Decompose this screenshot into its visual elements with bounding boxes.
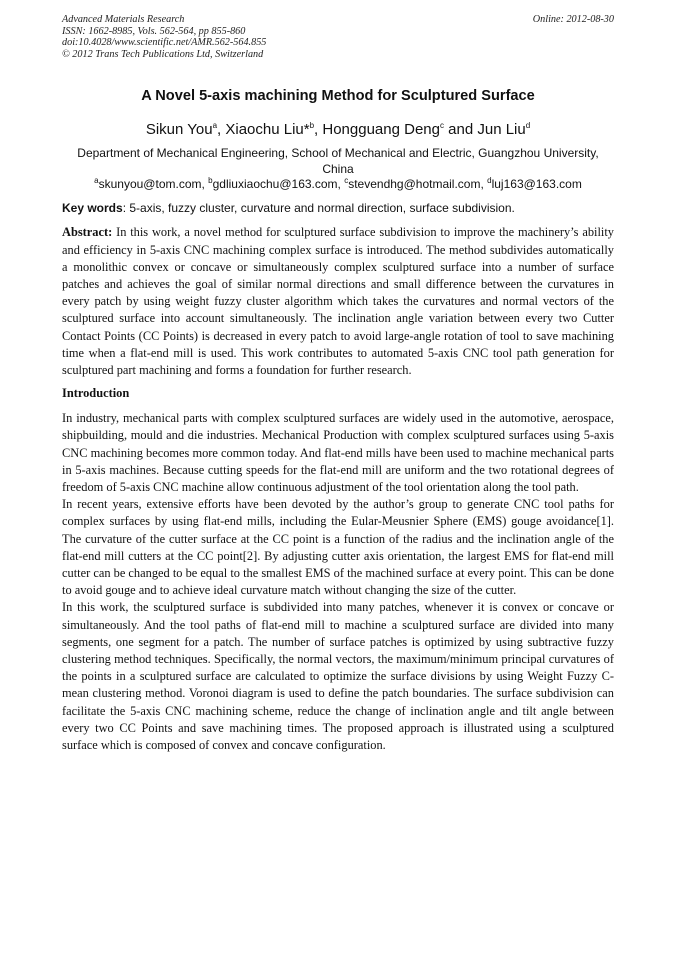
affiliation-line: Department of Mechanical Engineering, School of Mechanical and Electric, Guangzhou University, [77, 146, 599, 161]
email: skunyou@tom.com, [98, 177, 209, 192]
keywords [62, 201, 614, 215]
section-heading-introduction: Introduction [62, 386, 130, 401]
email: luj163@163.com [491, 177, 582, 192]
abstract-text: In this work, a novel method for sculptured surface subdivision to improve the machinery’s ability and efficiency in 5-axis CNC machining complex surface is introduced. The method subdivides automatically a monolithic convex or concave or simultaneously complex sculptured surface into a number of surface patches and achieves the goal of similar normal directions and small difference between the curvatures in every patch by using weight fuzzy cluster algorithm which takes the curvatures and normal vectors of the sculptured surface into account simultaneously. The inclination angle variation between every two Cutter Contact Points (CC Points) is decreased in every patch to avoid large-angle rotation of tool to save machining time when a flat-end mill is used. This work contributes to automated 5-axis CNC tool path generation for sculptured part machining and forms a foundation for further research. [62, 225, 614, 377]
paper-page [62, 14, 614, 754]
affiliation-country: China [322, 161, 354, 176]
author-affil-mark: a [212, 121, 218, 131]
keywords-text: : 5-axis, fuzzy cluster, curvature and normal direction, surface subdivision. [122, 201, 515, 216]
journal-header [62, 14, 614, 60]
abstract-label: Abstract: [62, 225, 113, 240]
copyright-line: © 2012 Trans Tech Publications Ltd, Switzerland [62, 48, 264, 60]
abstract [62, 224, 614, 379]
author-affil-mark: c [439, 121, 444, 131]
paper-title: A Novel 5-axis machining Method for Sculptured Surface [141, 88, 535, 105]
doi-line: doi:10.4028/www.scientific.net/AMR.562-564.855 [62, 37, 267, 49]
intro-paragraph-3: In this work, the sculptured surface is subdivided into many patches, whenever it is convex or concave or simultaneously. And the tool paths of flat-end mill to machine a sculptured surface are divided into many segments, one segment for a patch. The number of surface patches is optimized by using subtractive fuzzy clustering method techniques. Specifically, the normal vectors, the maximum/minimum principal curvatures of the points in a sculptured surface are calculated to optimize the surface divisions by using Weight Fuzzy C-mean clustering method. Voronoi diagram is used to define the patch boundaries. The surface subdivision can facilitate the 5-axis CNC machining scheme, reduce the change of inclination angle and tilt angle between every two CC Points and save machining times. The proposed approach is illustrated using a sculptured surface which is composed of convex and concave configuration. [62, 600, 614, 753]
author-name: , Hongguang Deng [314, 121, 440, 139]
author-emails [62, 177, 614, 192]
author-name: Sikun You [145, 121, 213, 139]
author-name: , Xiaochu Liu* [217, 121, 310, 139]
email: gdliuxiaochu@163.com, [212, 177, 345, 192]
keywords-label: Key words [62, 201, 123, 216]
affiliation [62, 146, 614, 177]
author-affil-mark: d [525, 121, 531, 131]
author-affil-mark: b [309, 121, 315, 131]
author-name: and Jun Liu [443, 121, 526, 139]
journal-name: Advanced Materials Research [62, 14, 185, 25]
issn-line: ISSN: 1662-8985, Vols. 562-564, pp 855-860 [62, 25, 246, 37]
email-mark: d [487, 176, 492, 186]
email-mark: c [344, 176, 349, 186]
author-list [62, 121, 614, 138]
email: stevendhg@hotmail.com, [348, 177, 488, 192]
email-mark: b [208, 176, 213, 186]
online-date: Online: 2012-08-30 [532, 14, 614, 25]
intro-paragraph-2: In recent years, extensive efforts have been devoted by the author’s group to generate CNC tool paths for complex surfaces by using flat-end mills, including the Eular-Meusnier Sphere (EMS) gouge avoidance[1]. The curvature of the cutter surface at the CC point is a function of the radius and the inclination angle of the flat-end mill cutters at the CC point[2]. By adjusting cutter axis orientation, the largest EMS for flat-end mill cutter can be changed to be equal to the smallest EMS of the machined surface at every point. This can be done to avoid gouge and to achieve ideal curvature match without changing the size of the cutter. [62, 497, 614, 598]
email-mark: a [94, 176, 99, 186]
intro-paragraph-1: In industry, mechanical parts with complex sculptured surfaces are widely used in the automotive, aerospace, shipbuilding, mould and die industries. Mechanical Production with complex sculptured surfaces using 5-axis CNC machining becomes more common today. And flat-end mills have been used to machine mechanical parts in 5-axis machines. Because cutting speeds for the flat-end mill are uniform and the two rotational degrees of freedom of 5-axis CNC machine allow continuous adjustment of the tool orientation along the tool path. [62, 411, 614, 495]
